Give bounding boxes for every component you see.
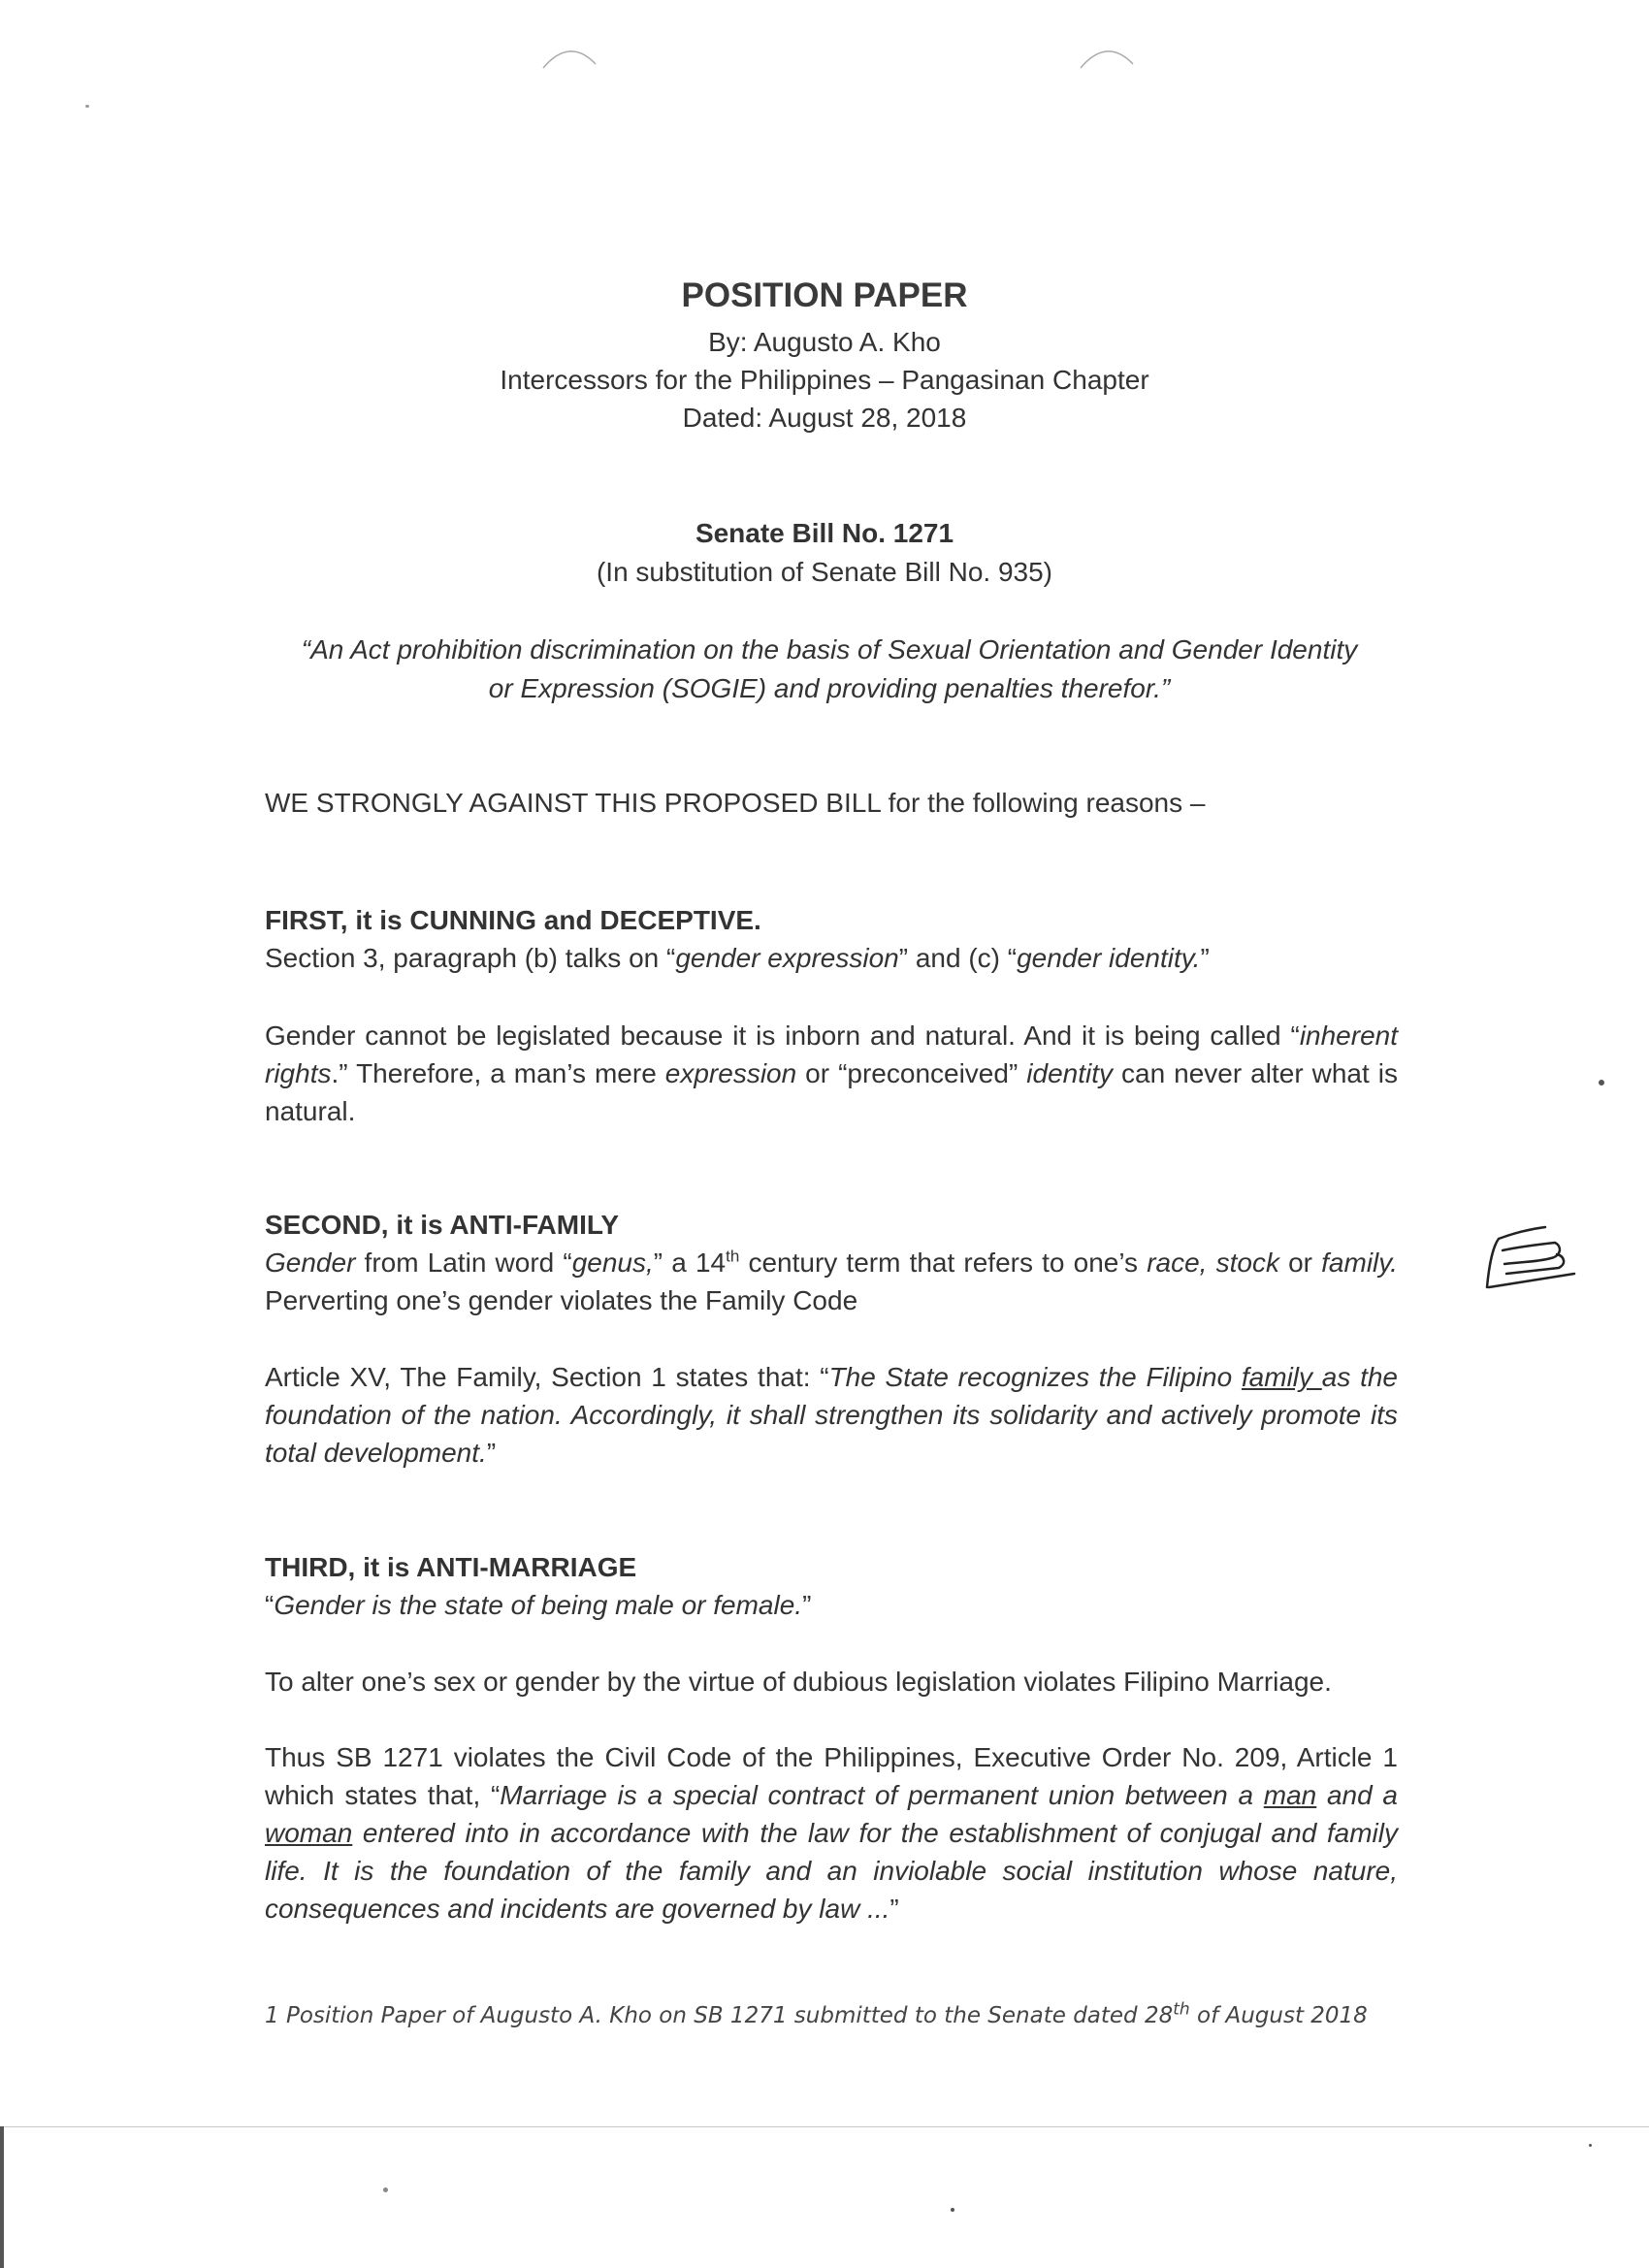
section-heading-first: FIRST, it is CUNNING and DECEPTIVE.	[265, 905, 761, 935]
scan-speck	[85, 105, 89, 108]
footnote: 1 Position Paper of Augusto A. Kho on SB 1271 submitted to the Senate dated 28th of August 2018	[265, 1999, 1368, 2028]
third-paragraph-1: “Gender is the state of being male or female.”	[265, 1590, 812, 1620]
third-paragraph-2: To alter one’s sex or gender by the virtue of dubious legislation violates Filipino Marriage.	[265, 1667, 1332, 1697]
intro-statement: WE STRONGLY AGAINST THIS PROPOSED BILL for the following reasons –	[265, 788, 1206, 818]
scan-speck	[951, 2208, 954, 2212]
page-bottom-edge	[0, 2126, 1649, 2127]
first-paragraph-1: Section 3, paragraph (b) talks on “gender expression” and (c) “gender identity.”	[265, 943, 1210, 973]
section-heading-second: SECOND, it is ANTI-FAMILY	[265, 1210, 620, 1240]
second-paragraph-1: Gender from Latin word “genus,” a 14th century term that refers to one’s race, stock or family. Perverting one’s gender violates the Family Code	[265, 1247, 1398, 1315]
scan-speck	[383, 2187, 388, 2192]
bill-number: Senate Bill No. 1271	[695, 518, 954, 548]
date-line: Dated: August 28, 2018	[682, 403, 967, 433]
bill-title-quote	[262, 631, 1397, 708]
author-line: By: Augusto A. Kho	[708, 327, 941, 357]
scan-speck	[1599, 1080, 1604, 1085]
document-title: POSITION PAPER	[681, 276, 968, 314]
document-header	[0, 276, 1649, 437]
section-heading-third: THIRD, it is ANTI-MARRIAGE	[265, 1552, 637, 1582]
first-paragraph-2: Gender cannot be legislated because it is inborn and natural. And it is being called “inherent rights.” Therefore, a man’s mere expression or “preconceived” identity can never alter what is natural.	[265, 1021, 1399, 1126]
bill-reference	[0, 514, 1649, 592]
second-paragraph-2: Article XV, The Family, Section 1 states that: “The State recognizes the Filipino family as the foundation of the nation. Accordingly, it shall strengthen its solidarity and actively promote its total development.”	[265, 1362, 1398, 1468]
organization-line: Intercessors for the Philippines – Pangasinan Chapter	[500, 365, 1149, 395]
handwritten-initials-mark	[1470, 1179, 1586, 1305]
punch-hole-mark	[1079, 43, 1135, 72]
bill-title-line: or Expression (SOGIE) and providing penalties therefor.”	[488, 673, 1171, 703]
bill-substitution: (In substitution of Senate Bill No. 935)	[596, 557, 1053, 587]
bill-title-line: “An Act prohibition discrimination on the basis of Sexual Orientation and Gender Identity	[301, 634, 1358, 664]
page-left-edge	[0, 2126, 4, 2268]
scan-speck	[1589, 2144, 1592, 2147]
punch-hole-mark	[541, 43, 598, 72]
third-paragraph-3: Thus SB 1271 violates the Civil Code of the Philippines, Executive Order No. 209, Article 1 which states that, “Marriage is a special contract of permanent union between a man and a woman entered into in accordance with the law for the establishment of conjugal and family life. It is the foundation of the family and an inviolable social institution whose nature, consequences and incidents are governed by law ...”	[265, 1742, 1398, 1924]
